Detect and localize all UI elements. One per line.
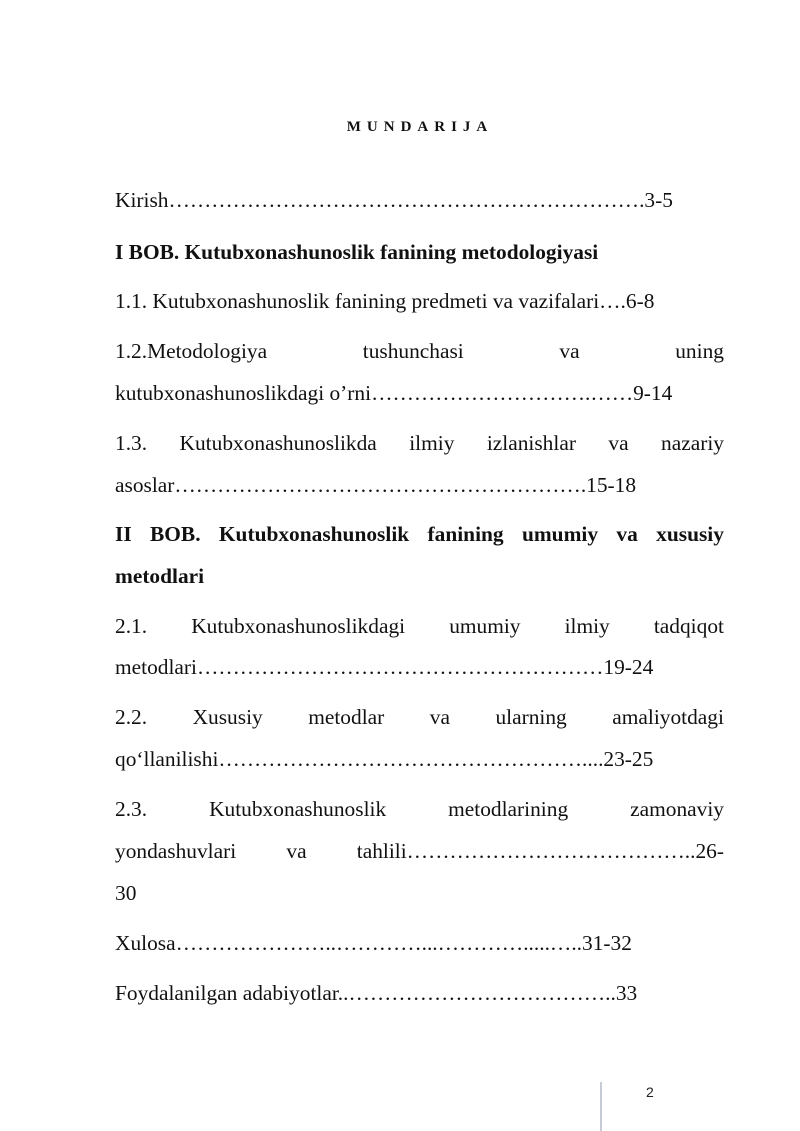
word: BOB. (150, 522, 201, 546)
word: izlanishlar (486, 431, 576, 455)
chapter-2-heading-line1 (115, 521, 724, 547)
word: ilmiy (564, 614, 610, 638)
toc-entry-2-3-line1 (115, 796, 724, 822)
word: amaliyotdagi (612, 705, 724, 729)
chapter-1-heading: I BOB. Kutubxonashunoslik fanining metodologiyasi (115, 240, 599, 264)
word: xususiy (656, 522, 724, 546)
toc-entry-1-2-line1 (115, 338, 724, 364)
word: ularning (495, 705, 567, 729)
chapter-2-heading-line2: metodlari (115, 564, 205, 588)
toc-entry-2-1-line1 (115, 613, 724, 639)
word: umumiy (521, 522, 599, 546)
toc-entry-kirish: Kirish………………………………………………………….3-5 (115, 188, 673, 212)
word: va (286, 839, 307, 863)
toc-entry-1-3-line1 (115, 430, 724, 456)
word: 2.2. (115, 705, 148, 729)
word: va (608, 431, 629, 455)
page-number: 2 (646, 1084, 654, 1100)
word: ilmiy (409, 431, 455, 455)
word: va (429, 705, 450, 729)
toc-entry-1-1: 1.1. Kutubxonashunoslik fanining predmeti va vazifalari….6-8 (115, 289, 655, 313)
word: Kutubxonashunoslik (218, 522, 410, 546)
word: metodlar (308, 705, 385, 729)
word: Kutubxonashunoslikdagi (191, 614, 406, 638)
word: Kutubxonashunoslikda (179, 431, 377, 455)
word: umumiy (449, 614, 521, 638)
word: 2.3. (115, 797, 148, 821)
word: fanining (427, 522, 504, 546)
toc-entry-2-2-line2: qo‘llanilishi……………………………………………....23-25 (115, 747, 654, 771)
word: zamonaviy (630, 797, 724, 821)
toc-entry-2-1-line2: metodlari…………………………………………………19-24 (115, 655, 654, 679)
toc-entry-2-3-line3: 30 (115, 881, 137, 905)
toc-entry-xulosa: Xulosa…………………..…………...………….....…..31-32 (115, 931, 632, 955)
toc-entry-2-2-line1 (115, 704, 724, 730)
word: yondashuvlari (115, 839, 237, 863)
word: nazariy (661, 431, 724, 455)
word: tadqiqot (653, 614, 724, 638)
word: II (115, 522, 132, 546)
word: 2.1. (115, 614, 148, 638)
toc-entry-1-3-line2: asoslar………………………………………………….15-18 (115, 473, 637, 497)
word: tahlili…………………………………..26- (356, 839, 724, 863)
word: Xususiy (192, 705, 263, 729)
toc-heading: MUNDARIJA (346, 119, 494, 135)
word: Kutubxonashunoslik (209, 797, 387, 821)
footer-divider (600, 1082, 602, 1131)
word: tushunchasi (362, 339, 464, 363)
toc-entry-1-2-line2: kutubxonashunoslikdagi o’rni………………………….……9-14 (115, 381, 673, 405)
toc-entry-adabiyotlar: Foydalanilgan adabiyotlar..………………………………..33 (115, 981, 638, 1005)
word: va (559, 339, 580, 363)
word: uning (675, 339, 724, 363)
word: 1.3. (115, 431, 148, 455)
word: 1.2.Metodologiya (115, 339, 268, 363)
word: va (616, 522, 638, 546)
toc-entry-2-3-line2 (115, 838, 724, 864)
word: metodlarining (448, 797, 569, 821)
